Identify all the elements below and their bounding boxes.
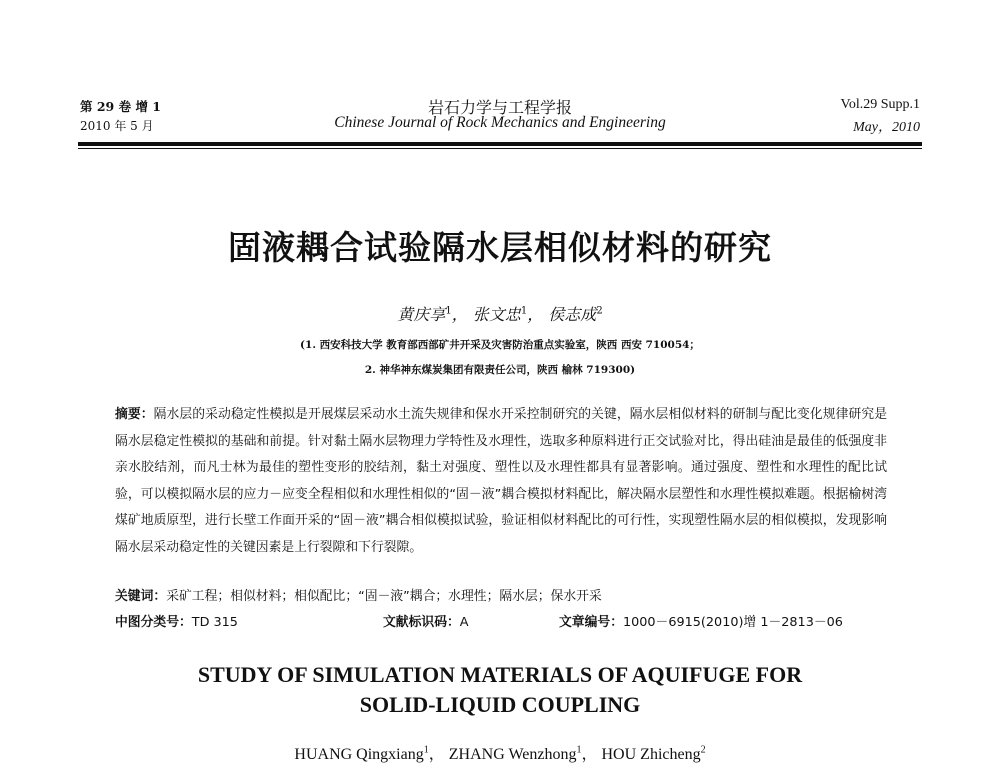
authors-cn: 黄庆享$^1$， 张文忠$^1$， 侯志成$^2$: [397, 305, 603, 324]
date-en: May，2010: [853, 120, 920, 135]
abstract-label: 摘要：: [115, 407, 154, 422]
journal-name-cn: 岩石力学与工程学报: [427, 98, 572, 117]
date-cn: 2010 年 5 月: [80, 119, 154, 133]
article-number: 文章编号：1000－6915(2010)增 1－2813－06: [559, 615, 843, 630]
volume-cn: 第 29 卷 增 1: [80, 99, 161, 114]
keywords-cn: [115, 585, 602, 604]
volume-en: Vol.29 Supp.1: [840, 97, 920, 112]
paper-title-cn: 固液耦合试验隔水层相似材料的研究: [228, 228, 772, 267]
journal-name-en: Chinese Journal of Rock Mechanics and Engineering: [334, 114, 666, 131]
header-rule-thin: [78, 148, 922, 149]
clc-number: 中图分类号：TD 315: [115, 615, 238, 630]
header-rule-thick: [78, 142, 922, 146]
keywords-text: 采矿工程；相似材料；相似配比；“固－液”耦合；水理性；隔水层；保水开采: [166, 589, 602, 604]
abstract-text: 隔水层的采动稳定性模拟是开展煤层采动水土流失规律和保水开采控制研究的关键，隔水层相似材料的研制与配比变化规律研究是隔水层稳定性模拟的基础和前提。针对黏土隔水层物理力学特性及水理性，选取多种原料进行正交试验对比，得出硅油是最佳的低强度非亲水胶结剂，而凡士林为最佳的塑性变形的胶结剂，黏土对强度、塑性以及水理性都具有显著影响。通过强度、塑性和水理性的配比试验，可以模拟隔水层的应力－应变全程相似和水理性相似的“固－液”耦合模拟材料配比，解决隔水层塑性和水理性模拟难题。根据榆树湾煤矿地质原型，进行长壁工作面开采的“固－液”耦合相似模拟试验，验证相似材料配比的可行性，实现塑性隔水层的相似模拟，发现影响隔水层采动稳定性的关键因素是上行裂隙和下行裂隙。: [115, 407, 888, 555]
abstract-cn: [115, 402, 887, 561]
paper-title-en: STUDY OF SIMULATION MATERIALS OF AQUIFUGE FOR SOLID-LIQUID COUPLING: [197, 662, 803, 717]
authors-en: HUANG Qingxiang$^1$， ZHANG Wenzhong$^1$， HOU Zhicheng$^2$: [294, 744, 706, 763]
keywords-label: 关键词：: [115, 589, 167, 604]
affiliation-1: (1. 西安科技大学 教育部西部矿井开采及灾害防治重点实验室，陕西 西安 710054；: [300, 339, 700, 351]
document-code: 文献标识码：A: [383, 615, 469, 630]
running-header: [80, 95, 920, 137]
affiliation-2: 2. 神华神东煤炭集团有限责任公司，陕西 榆林 719300): [364, 364, 636, 376]
